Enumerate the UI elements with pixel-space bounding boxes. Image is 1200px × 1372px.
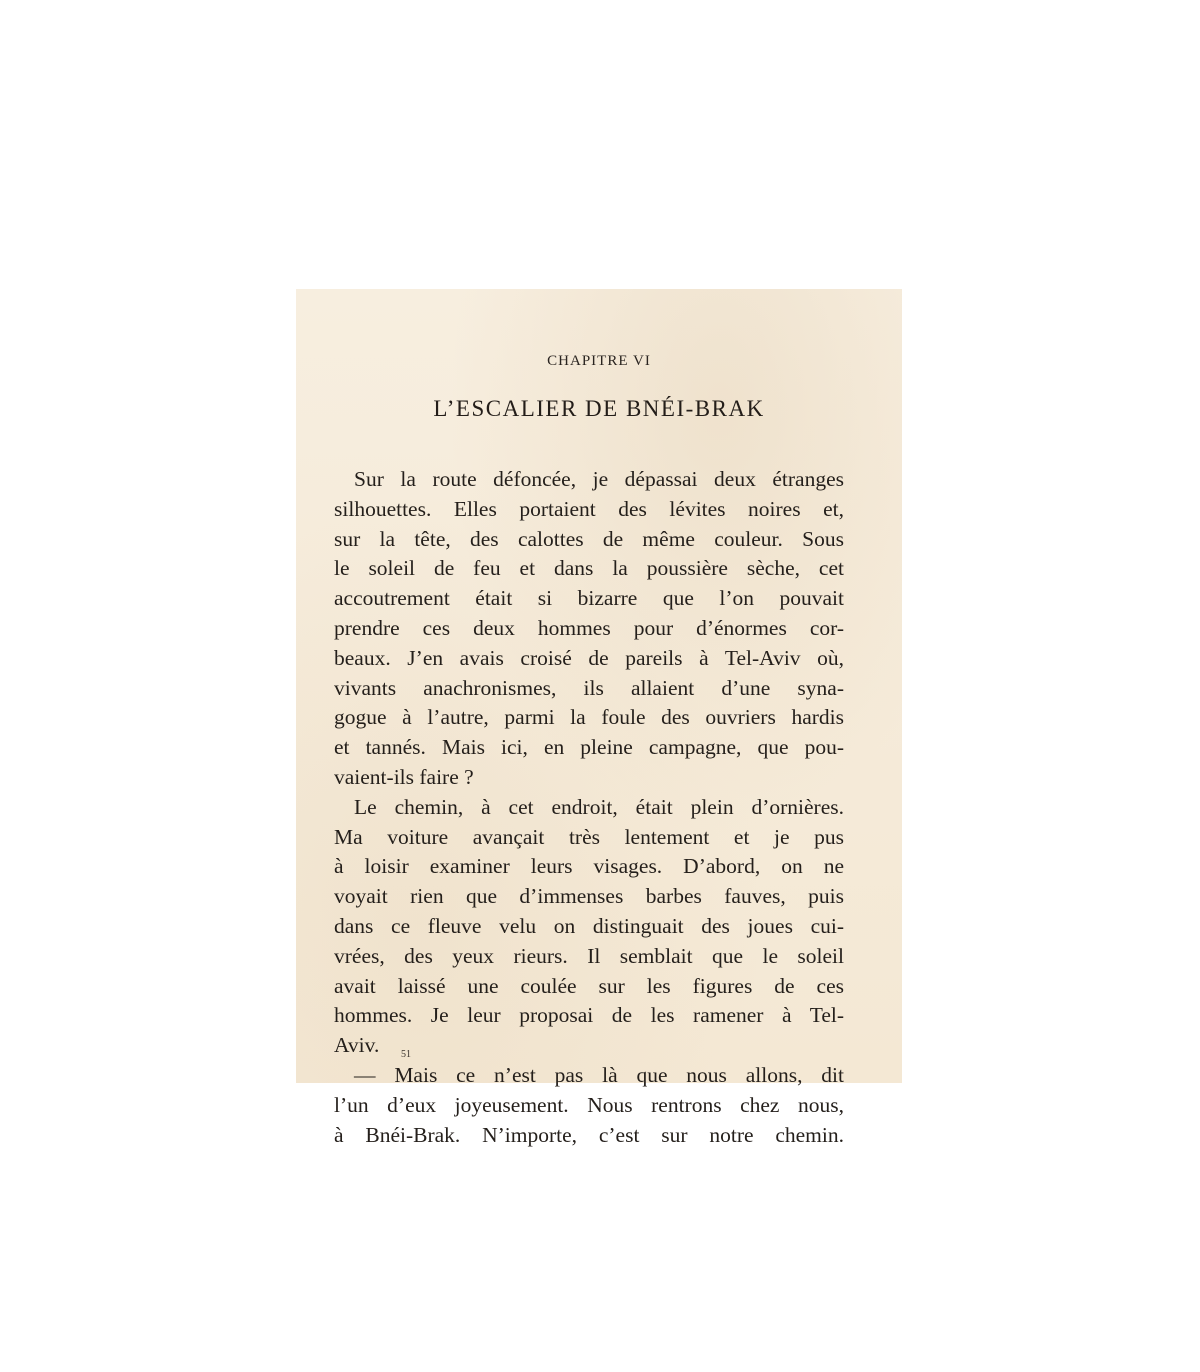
page-number: 51 bbox=[401, 1049, 411, 1060]
text-line: voyait rien que d’immenses barbes fauves, puis bbox=[334, 884, 844, 909]
text-line: Sur la route défoncée, je dépassai deux étranges bbox=[354, 467, 844, 491]
body-text bbox=[334, 465, 844, 1150]
text-line: et tannés. Mais ici, en pleine campagne, que pou- bbox=[334, 735, 844, 760]
chapter-label: CHAPITRE VI bbox=[547, 353, 651, 369]
text-line: Ma voiture avançait très lentement et je pus bbox=[334, 824, 844, 849]
text-line: vaient-ils faire ? bbox=[334, 764, 474, 789]
text-line: Le chemin, à cet endroit, était plein d’ornières. bbox=[354, 794, 844, 819]
chapter-title: L’ESCALIER DE BNÉI-BRAK bbox=[433, 396, 765, 421]
text-line: gogue à l’autre, parmi la foule des ouvriers hardis bbox=[334, 705, 844, 730]
text-line: accoutrement était si bizarre que l’on pouvait bbox=[334, 586, 844, 611]
text-line: hommes. Je leur proposai de les ramener à Tel- bbox=[334, 1003, 844, 1028]
text-line: Aviv. bbox=[334, 1033, 380, 1058]
book-page bbox=[296, 289, 902, 1147]
text-line: à loisir examiner leurs visages. D’abord, on ne bbox=[334, 854, 844, 879]
text-line: vivants anachronismes, ils allaient d’une syna- bbox=[334, 675, 844, 700]
text-line: sur la tête, des calottes de même couleur. Sous bbox=[334, 526, 844, 551]
text-line: vrées, des yeux rieurs. Il semblait que le soleil bbox=[334, 943, 844, 968]
text-line: prendre ces deux hommes pour d’énormes cor- bbox=[334, 615, 844, 640]
text-line: avait laissé une coulée sur les figures de ces bbox=[334, 973, 844, 998]
text-line: silhouettes. Elles portaient des lévites noires et, bbox=[334, 496, 844, 521]
text-line: le soleil de feu et dans la poussière sèche, cet bbox=[334, 556, 844, 581]
text-line: dans ce fleuve velu on distinguait des joues cui- bbox=[334, 913, 844, 938]
text-line: — Mais ce n’est pas là que nous allons, dit bbox=[354, 1062, 844, 1087]
text-line: l’un d’eux joyeusement. Nous rentrons chez nous, bbox=[334, 1092, 844, 1117]
text-line: à Bnéi-Brak. N’importe, c’est sur notre chemin. bbox=[334, 1122, 844, 1147]
text-line: beaux. J’en avais croisé de pareils à Tel-Aviv où, bbox=[334, 645, 844, 670]
